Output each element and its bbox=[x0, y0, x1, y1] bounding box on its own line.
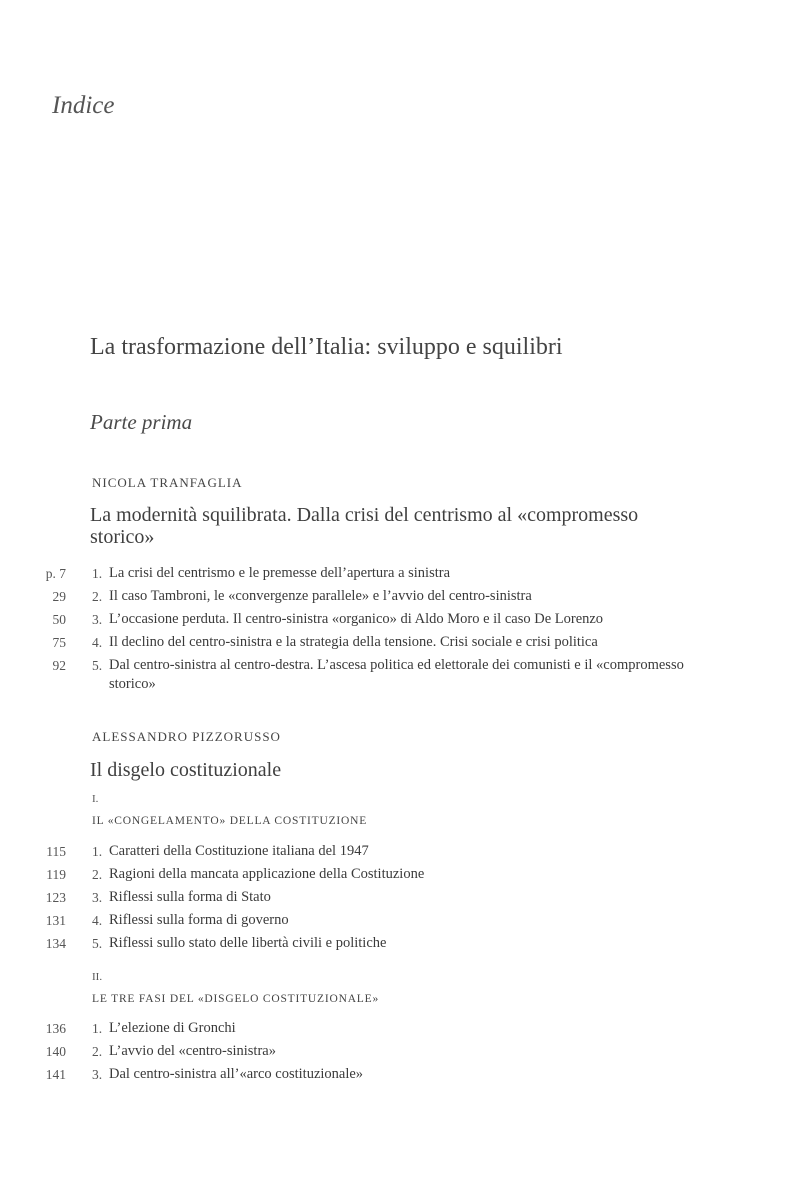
toc-item-text: L’occasione perduta. Il centro-sinistra «organico» di Aldo Moro e il caso De Lorenzo bbox=[109, 611, 604, 627]
toc-page-number: 115 bbox=[46, 844, 66, 859]
toc-item-number: 2. bbox=[92, 589, 103, 604]
page-heading: Indice bbox=[52, 92, 115, 119]
toc-item-text: L’elezione di Gronchi bbox=[109, 1020, 236, 1036]
part-title: Parte prima bbox=[90, 410, 193, 434]
toc-item-text: L’avvio del «centro-sinistra» bbox=[109, 1043, 276, 1059]
toc-item-text: Caratteri della Costituzione italiana del 1947 bbox=[109, 843, 369, 859]
toc-entry[interactable] bbox=[0, 656, 800, 696]
toc-item-text: Riflessi sulla forma di governo bbox=[109, 912, 289, 928]
toc-entry[interactable] bbox=[0, 1065, 800, 1087]
section-title: LE TRE FASI DEL «DISGELO COSTITUZIONALE» bbox=[92, 993, 379, 1005]
toc-item-number: 2. bbox=[92, 867, 103, 882]
toc-item-number: 4. bbox=[92, 635, 103, 650]
toc-entry[interactable] bbox=[0, 911, 800, 933]
toc-page-number: 119 bbox=[46, 867, 66, 882]
toc-item-number: 3. bbox=[92, 612, 103, 627]
toc-entry[interactable] bbox=[0, 1042, 800, 1064]
toc-item-text: La crisi del centrismo e le premesse dell’apertura a sinistra bbox=[109, 565, 451, 581]
toc-entry[interactable] bbox=[0, 1019, 800, 1041]
toc-page-number: 29 bbox=[52, 589, 66, 604]
toc-page-number: p. 7 bbox=[45, 566, 66, 581]
toc-item-text: Riflessi sullo stato delle libertà civili e politiche bbox=[109, 935, 387, 951]
section-title: IL «CONGELAMENTO» DELLA COSTITUZIONE bbox=[92, 815, 368, 827]
essay-author: NICOLA TRANFAGLIA bbox=[92, 475, 243, 490]
toc-entry[interactable] bbox=[0, 865, 800, 887]
toc-item-text: Il declino del centro-sinistra e la strategia della tensione. Crisi sociale e crisi politica bbox=[109, 634, 598, 650]
toc-item-number: 1. bbox=[92, 566, 103, 581]
toc-entry[interactable] bbox=[0, 842, 800, 864]
toc-page-number: 140 bbox=[45, 1044, 66, 1059]
toc-page-number: 134 bbox=[45, 936, 66, 951]
essay-title: Il disgelo costituzionale bbox=[90, 759, 282, 781]
toc-item-number: 2. bbox=[92, 1044, 103, 1059]
toc-item-number: 4. bbox=[92, 913, 103, 928]
toc-page-number: 123 bbox=[45, 890, 66, 905]
toc-item-text: Dal centro-sinistra all’«arco costituzionale» bbox=[109, 1066, 364, 1082]
toc-entry[interactable] bbox=[0, 564, 800, 586]
toc-page-number: 92 bbox=[52, 658, 66, 673]
toc-item-text: Il caso Tambroni, le «convergenze parallele» e l’avvio del centro-sinistra bbox=[109, 588, 532, 604]
toc-item-number: 5. bbox=[92, 658, 103, 673]
toc-entry[interactable] bbox=[0, 633, 800, 655]
toc-page-number: 131 bbox=[45, 913, 66, 928]
toc-page-number: 141 bbox=[45, 1067, 66, 1082]
toc-item-number: 5. bbox=[92, 936, 103, 951]
toc-entry[interactable] bbox=[0, 888, 800, 910]
section-number: II. bbox=[92, 971, 103, 983]
toc-page-number: 75 bbox=[52, 635, 66, 650]
toc-item-number: 1. bbox=[92, 844, 103, 859]
essay-author: ALESSANDRO PIZZORUSSO bbox=[92, 729, 281, 744]
toc-page-number: 136 bbox=[45, 1021, 66, 1036]
toc-item-number: 1. bbox=[92, 1021, 103, 1036]
toc-entry[interactable] bbox=[0, 934, 800, 956]
toc-item-text: Ragioni della mancata applicazione della Costituzione bbox=[109, 866, 425, 882]
book-title: La trasformazione dell’Italia: sviluppo e squilibri bbox=[90, 334, 563, 360]
toc-entry[interactable] bbox=[0, 610, 800, 632]
toc-entry[interactable] bbox=[0, 587, 800, 609]
toc-item-number: 3. bbox=[92, 890, 103, 905]
toc-item-text: Dal centro-sinistra al centro-destra. L’ascesa politica ed elettorale dei comunisti e il «compromesso storico» bbox=[109, 657, 684, 692]
section-number: I. bbox=[92, 793, 99, 805]
toc-item-text: Riflessi sulla forma di Stato bbox=[109, 889, 271, 905]
toc-page-number: 50 bbox=[52, 612, 66, 627]
essay-title: La modernità squilibrata. Dalla crisi del centrismo al «compromesso storico» bbox=[90, 504, 639, 548]
toc-item-number: 3. bbox=[92, 1067, 103, 1082]
